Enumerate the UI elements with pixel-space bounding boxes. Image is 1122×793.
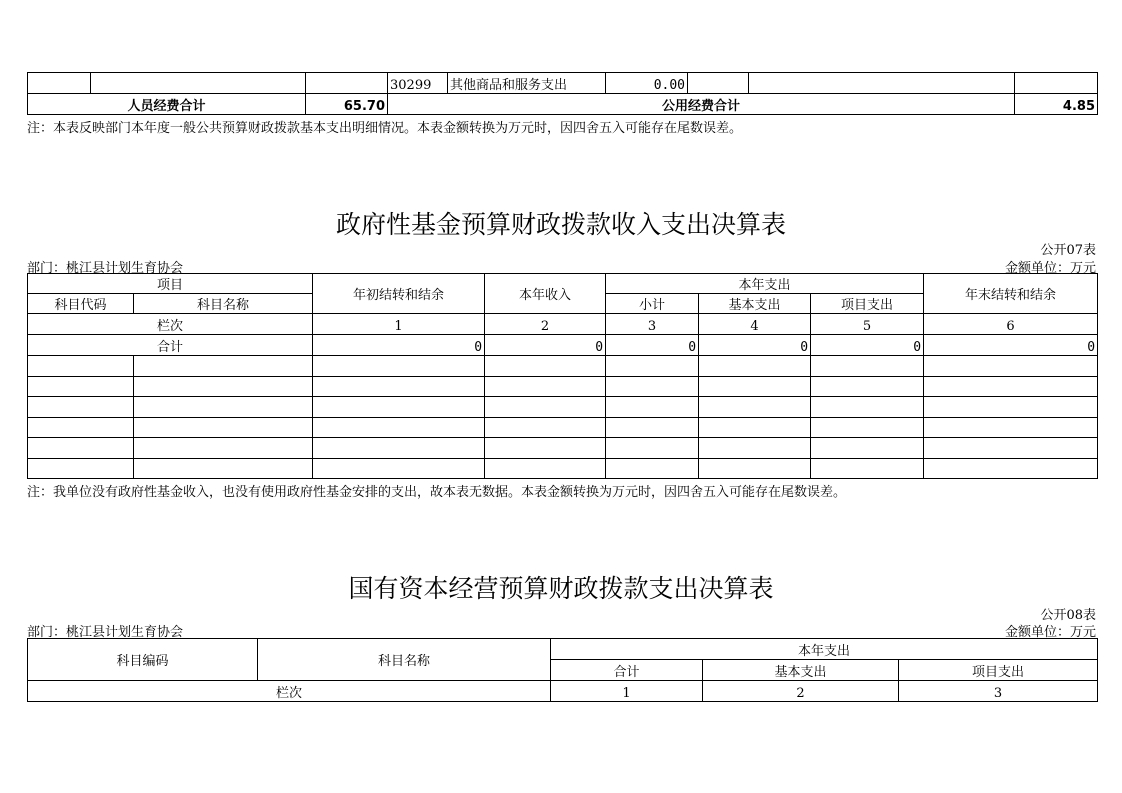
col-num: 1 [551,681,703,702]
table07-department: 部门：桃江县计划生育协会 [27,261,184,276]
basic-expense-table-tail [27,72,1098,115]
table08-form-no: 公开08表 [1040,608,1096,623]
table08 [27,638,1098,702]
header-subtotal: 小计 [606,294,699,314]
table07-form-no: 公开07表 [1040,243,1096,258]
col-num: 5 [811,314,924,335]
col-num: 2 [485,314,606,335]
row-code: 30299 [388,73,448,94]
public-total-label: 公用经费合计 [388,94,1015,115]
total-value: 0 [924,335,1098,356]
table08-department: 部门：桃江县计划生育协会 [27,625,184,640]
col-num: 3 [606,314,699,335]
header-name: 科目名称 [134,294,313,314]
header-income: 本年收入 [485,274,606,314]
header-expense: 本年支出 [551,639,1098,660]
col-num: 6 [924,314,1098,335]
empty-row [28,356,1098,377]
table07 [27,273,1098,479]
header-total: 合计 [551,660,703,681]
total-label: 合计 [28,335,313,356]
total-value: 0 [811,335,924,356]
total-value: 0 [699,335,811,356]
col-num: 2 [703,681,899,702]
row-index-label: 栏次 [28,314,313,335]
header-project: 项目支出 [811,294,924,314]
personnel-total-value: 65.70 [306,94,388,115]
col-num: 3 [899,681,1098,702]
empty-row [28,438,1098,459]
header-code: 科目编码 [28,639,258,681]
empty-row [28,417,1098,438]
empty-row [28,376,1098,397]
public-total-value: 4.85 [1015,94,1098,115]
col-num: 1 [313,314,485,335]
table07-title: 政府性基金预算财政拨款收入支出决算表 [335,210,786,239]
table-row [28,73,1098,94]
empty-row [28,397,1098,418]
table08-unit: 金额单位：万元 [1004,625,1096,640]
total-value: 0 [313,335,485,356]
table07-unit: 金额单位：万元 [1004,261,1096,276]
total-value: 0 [606,335,699,356]
header-project: 项目支出 [899,660,1098,681]
header-basic: 基本支出 [703,660,899,681]
table08-title: 国有资本经营预算财政拨款支出决算表 [348,574,774,603]
note-2: 注：我单位没有政府性基金收入，也没有使用政府性基金安排的支出，故本表无数据。本表金额转换为万元时，因四舍五入可能存在尾数误差。 [27,485,847,500]
header-end: 年末结转和结余 [924,274,1098,314]
totals-row [28,94,1098,115]
total-value: 0 [485,335,606,356]
header-code: 科目代码 [28,294,134,314]
header-expense: 本年支出 [606,274,924,294]
header-name: 科目名称 [258,639,551,681]
row-value: 0.00 [606,73,688,94]
note-1: 注：本表反映部门本年度一般公共预算财政拨款基本支出明细情况。本表金额转换为万元时，因四舍五入可能存在尾数误差。 [27,121,743,136]
row-name: 其他商品和服务支出 [448,73,606,94]
row-index-label: 栏次 [28,681,551,702]
empty-row [28,458,1098,479]
col-num: 4 [699,314,811,335]
header-item: 项目 [28,274,313,294]
personnel-total-label: 人员经费合计 [28,94,306,115]
header-basic: 基本支出 [699,294,811,314]
header-begin: 年初结转和结余 [313,274,485,314]
